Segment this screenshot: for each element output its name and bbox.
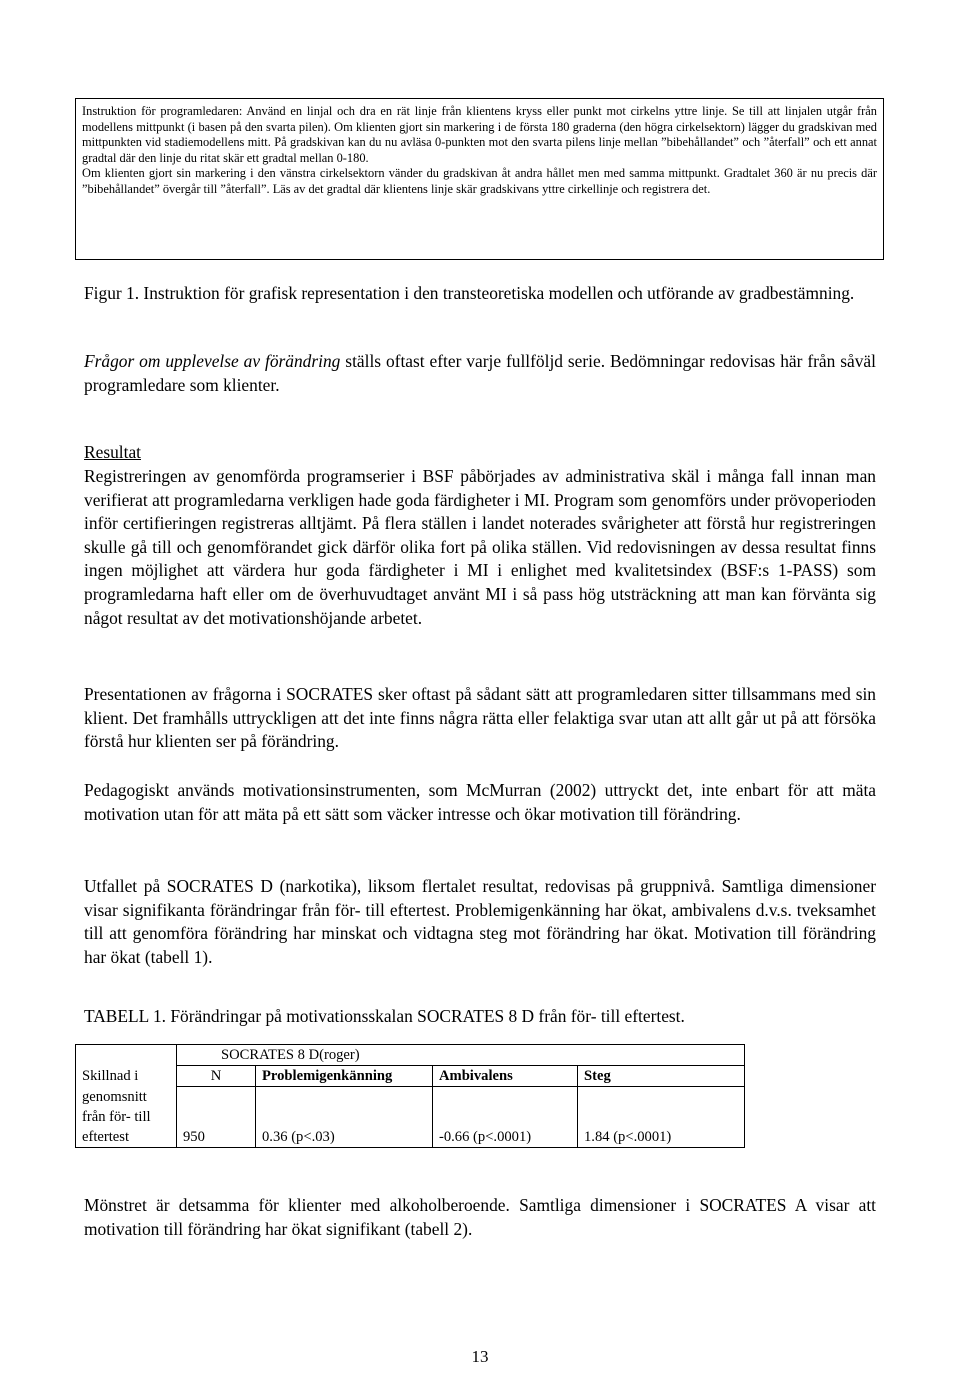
table-caption-row — [76, 1045, 745, 1066]
table-header-n: N — [177, 1066, 256, 1087]
table-data-row — [76, 1087, 745, 1148]
table-value-problemigenkanning: 0.36 (p<.03) — [256, 1087, 433, 1148]
table-header-problemigenkanning: Problemigenkänning — [256, 1066, 433, 1087]
table-header-steg: Steg — [578, 1066, 745, 1087]
table-caption: SOCRATES 8 D(roger) — [177, 1045, 745, 1066]
table-header-row — [76, 1066, 745, 1087]
table-row-label-rest: genomsnitt från för- till eftertest — [76, 1087, 177, 1148]
after-table-paragraph: Mönstret är detsamma för klienter med alkoholberoende. Samtliga dimensioner i SOCRATES A visar att motivation till förändring har ökat signifikant (tabell 2). — [84, 1195, 876, 1239]
questions-rest: ställs oftast efter varje fullföljd serie. Bedömningar redovisas här från såväl programledare som klienter. — [84, 351, 876, 395]
socrates-table — [75, 1044, 745, 1148]
results-paragraph-4: Utfallet på SOCRATES D (narkotika), liksom flertalet resultat, redovisas på gruppnivå. Samtliga dimensioner visar signifikanta förändringar från för- till eftertest. Problemigenkänning har ökat, ambivalens d.v.s. tveksamhet till att genomföra förändring har minskat och vidtagna steg mot förändring har ökat. Motivation till förändring har ökat (tabell 1). — [84, 876, 876, 967]
questions-paragraph — [84, 350, 876, 397]
questions-italic-phrase: Frågor om upplevelse av förändring — [84, 351, 341, 371]
table-title: TABELL 1. Förändringar på motivationsskalan SOCRATES 8 D från för- till eftertest. — [84, 1006, 685, 1026]
instruction-box — [75, 98, 884, 260]
instruction-paragraph-1: Instruktion för programledaren: Använd en linjal och dra en rät linje från klientens kryss eller punkt mot cirkelns yttre linje. Se till att linjalen utgår från modellens mittpunkt (i basen på den svarta pilen). Om klienten gjort sin markering i de första 180 graderna (den högra cirkelsektorn) lägger du gradskivan med mittpunkten vid stadiemodellens mitt. På gradskivan kan du nu avläsa 0-punkten mot den svarta pilens linje mellan ”bibehållandet” och ”återfall” och ett annat gradtal där den linje du ritat skär ett gradtal mellan 0-180. — [82, 104, 877, 165]
results-paragraph-1: Registreringen av genomförda programserier i BSF påbörjades av administrativa skäl i många fall innan man verifierat att programledarna verkligen hade goda färdigheter i MI. Program som genomförs under prövoperioden inför certifieringen registreras alltjämt. På flera ställen i landet noterades svårigheter att förstå hur registreringen skulle gå till och genomförandet gick därför olika fort på olika ställen. Vid redovisningen av dessa resultat finns ingen möjlighet att värdera hur goda färdigheter i MI i enlighet med kvalitetsindex (BSF:s 1-PASS) som programledarna haft eller om de överhuvudtaget använt MI i så pass hög utsträckning att man kan förvänta sig något resultat av det motivationshöjande arbetet. — [84, 466, 876, 628]
table-row-label-first: Skillnad i — [76, 1066, 177, 1087]
results-paragraph-3: Pedagogiskt används motivationsinstrumenten, som McMurran (2002) uttryckt det, inte enbart för att mäta motivation utan för att mäta på ett sätt som väcker intresse och ökar motivation till förändring. — [84, 780, 876, 824]
figure-caption: Figur 1. Instruktion för grafisk representation i den transteoretiska modellen och utförande av gradbestämning. — [84, 283, 855, 303]
table-header-ambivalens: Ambivalens — [433, 1066, 578, 1087]
table-caption-spacer — [76, 1045, 177, 1066]
page-number: 13 — [471, 1347, 489, 1366]
instruction-paragraph-2: Om klienten gjort sin markering i den vänstra cirkelsektorn vänder du gradskivan åt andra hållet men med samma mittpunkt. Gradtalet 360 är nu precis där ”bibehållandet” övergår till ”återfall”. Läs av det gradtal där klientens linje skär gradskivans yttre cirkellinje och registrera det. — [82, 166, 877, 196]
table-value-steg: 1.84 (p<.0001) — [578, 1087, 745, 1148]
table-value-ambivalens: -0.66 (p<.0001) — [433, 1087, 578, 1148]
table-value-n: 950 — [177, 1087, 256, 1148]
results-paragraph-2: Presentationen av frågorna i SOCRATES sker oftast på sådant sätt att programledaren sitter tillsammans med sin klient. Det framhålls uttryckligen att det inte finns några rätta eller felaktiga svar utan att allt går ut på att försöka förstå hur klienten ser på förändring. — [84, 684, 876, 752]
results-heading: Resultat — [84, 442, 141, 462]
